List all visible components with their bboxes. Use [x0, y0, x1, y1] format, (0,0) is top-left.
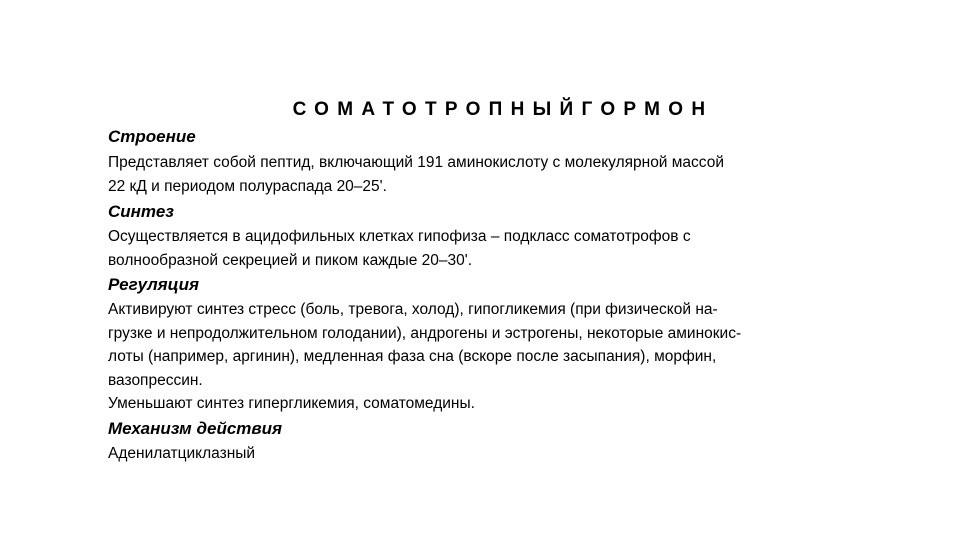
text-line: 22 кД и периодом полураспада 20–25'.: [108, 177, 387, 195]
section-mechanism: [108, 416, 868, 466]
text-line: Осуществляется в ацидофильных клетках гипофиза – подкласс соматотрофов с: [108, 228, 691, 245]
section-text: [108, 225, 868, 272]
slide-content: [108, 124, 868, 465]
section-text: [108, 298, 868, 416]
section-synthesis: [108, 199, 868, 272]
text-line: Активируют синтез стресс (боль, тревога, холод), гипогликемия (при физической на-: [108, 301, 718, 318]
text-line: волнообразной секрецией и пиком каждые 20–30'.: [108, 251, 473, 269]
section-text: [108, 151, 868, 198]
section-text: [108, 442, 868, 466]
section-structure: [108, 124, 868, 198]
text-line: грузке и непродолжительном голодании), андрогены и эстрогены, некоторые аминокис-: [108, 324, 742, 342]
text-line: Уменьшают синтез гипергликемия, соматомедины.: [108, 395, 475, 412]
text-line: Аденилатциклазный: [108, 444, 256, 462]
section-heading: Строение: [108, 127, 196, 146]
section-heading: Регуляция: [108, 275, 200, 294]
text-line: Представляет собой пептид, включающий 191 аминокислоту с молекулярной массой: [108, 154, 725, 171]
slide-title: СОМАТОТРОПНЫЙГОРМОН: [292, 99, 714, 120]
section-regulation: [108, 272, 868, 416]
text-line: лоты (например, аргинин), медленная фаза сна (вскоре после засыпания), морфин,: [108, 348, 717, 365]
section-heading: Механизм действия: [108, 418, 283, 438]
section-heading: Синтез: [108, 202, 174, 221]
text-line: вазопрессин.: [108, 371, 203, 389]
